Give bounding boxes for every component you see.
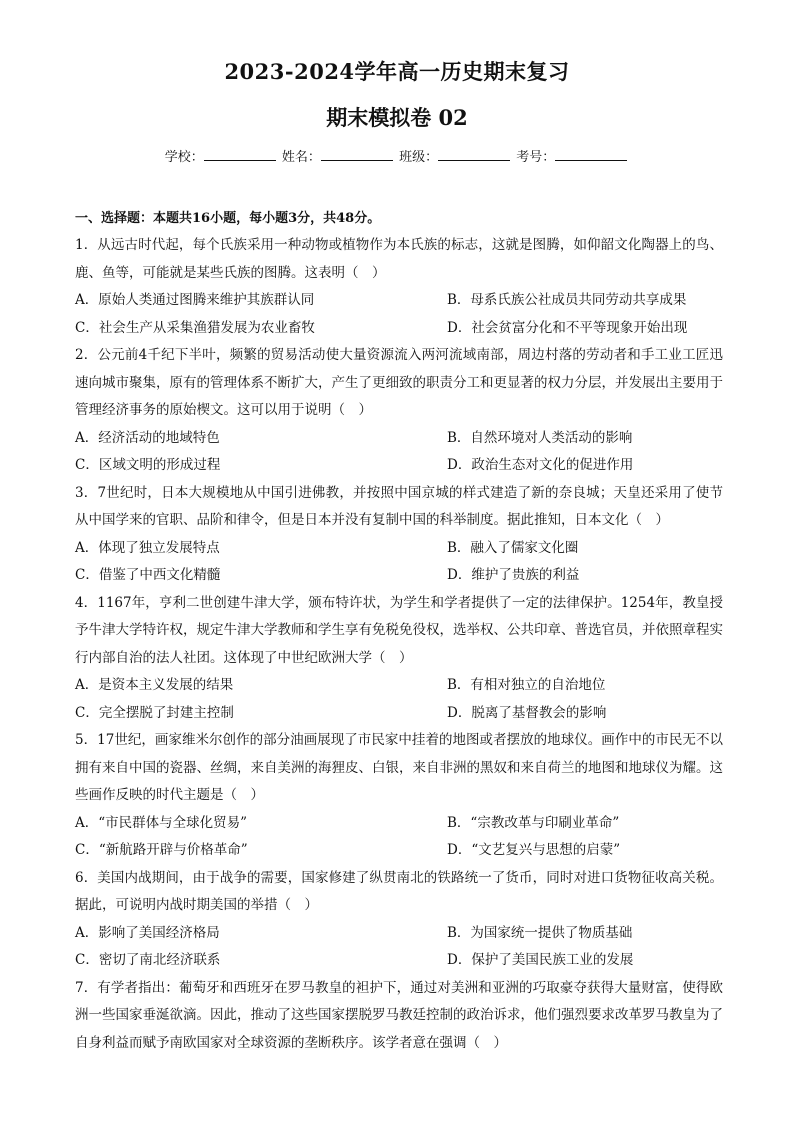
question-list bbox=[75, 209, 723, 1057]
question-stem: 6．美国内战期间，由于战争的需要，国家修建了纵贯南北的铁路统一了货币，同时对进口货物征收高关税。据此，可说明内战时期美国的举措（ ） bbox=[75, 869, 723, 913]
question-stem: 7．有学者指出：葡萄牙和西班牙在罗马教皇的袒护下，通过对美洲和亚洲的巧取豪夺获得大量财富，使得欧洲一些国家垂涎欲滴。因此，推动了这些国家摆脱罗马教廷控制的政治诉求，他们强烈要求改革罗马教皇为了自身利益而赋予南欧国家对全球资源的垄断秩序。该学者意在强调（ ） bbox=[75, 979, 723, 1051]
page-title: 2023-2024学年高一历史期末复习 bbox=[224, 59, 570, 84]
question-5 bbox=[75, 727, 723, 865]
question-stem: 3．7世纪时，日本大规模地从中国引进佛教，并按照中国京城的样式建造了新的奈良城；天皇还采用了使节从中国学来的官职、品阶和律令，但是日本并没有复制中国的科举制度。据此推知，日本文化（ ） bbox=[75, 484, 723, 528]
option-c[interactable]: C．社会生产从采集渔猎发展为农业畜牧 bbox=[75, 319, 315, 336]
student-info-row bbox=[0, 146, 794, 165]
school-label: 学校： bbox=[164, 150, 204, 165]
exam-number-label: 考号： bbox=[516, 150, 556, 165]
option-a[interactable]: A．原始人类通过图腾来维护其族群认同 bbox=[75, 292, 315, 308]
question-7 bbox=[75, 975, 723, 1058]
option-c[interactable]: C．完全摆脱了封建主控制 bbox=[75, 704, 234, 721]
question-stem: 4．1167年，亨利二世创建牛津大学，颁布特许状，为学生和学者提供了一定的法律保护。1254年，教皇授予牛津大学特许权，规定牛津大学教师和学生享有免税免役权，选举权、公共印章、普选官员，并依照章程实行内部自治的法人社团。这体现了中世纪欧洲大学（ ） bbox=[75, 594, 723, 666]
name-blank[interactable] bbox=[321, 148, 393, 161]
question-2 bbox=[75, 342, 723, 480]
option-c[interactable]: C．密切了南北经济联系 bbox=[75, 952, 221, 968]
class-blank[interactable] bbox=[438, 148, 510, 161]
exam-number-blank[interactable] bbox=[555, 148, 627, 161]
exam-subtitle: 期末模拟卷 02 bbox=[326, 105, 468, 130]
question-stem: 5．17世纪，画家维米尔创作的部分油画展现了市民家中挂着的地图或者摆放的地球仪。画作中的市民无不以拥有来自中国的瓷器、丝绸，来自美洲的海狸皮、白银，来自非洲的黑奴和来自荷兰的地图和地球仪为耀。这些画作反映的时代主题是（ ） bbox=[75, 732, 723, 803]
option-d[interactable]: D．保护了美国民族工业的发展 bbox=[447, 952, 634, 968]
question-6 bbox=[75, 865, 723, 975]
option-b[interactable]: B．为国家统一提供了物质基础 bbox=[447, 924, 633, 941]
option-b[interactable]: B．“宗教改革与印刷业革命” bbox=[447, 814, 620, 831]
question-stem: 1．从远古时代起，每个氏族采用一种动物或植物作为本氏族的标志，这就是图腾，如仰韶文化陶器上的鸟、鹿、鱼等，可能就是某些氏族的图腾。这表明（ ） bbox=[75, 237, 723, 281]
class-label: 班级： bbox=[399, 150, 439, 165]
question-1 bbox=[75, 232, 723, 342]
question-stem: 2．公元前4千纪下半叶，频繁的贸易活动使大量资源流入两河流域南部，周边村落的劳动者和手工业工匠迅速向城市聚集，原有的管理体系不断扩大，产生了更细致的职责分工和更显著的权力分层，并发展出主要用于管理经济事务的原始楔文。这可以用于说明（ ） bbox=[75, 347, 723, 418]
option-b[interactable]: B．母系氏族公社成员共同劳动共享成果 bbox=[447, 292, 687, 308]
option-c[interactable]: C．区域文明的形成过程 bbox=[75, 457, 221, 473]
option-b[interactable]: B．融入了儒家文化圈 bbox=[447, 539, 579, 556]
section-heading: 一、选择题：本题共16小题，每小题3分，共48分。 bbox=[75, 211, 381, 226]
option-c[interactable]: C．借鉴了中西文化精髓 bbox=[75, 567, 221, 583]
option-d[interactable]: D．维护了贵族的利益 bbox=[447, 567, 580, 583]
option-b[interactable]: B．有相对独立的自治地位 bbox=[447, 677, 606, 693]
option-a[interactable]: A．是资本主义发展的结果 bbox=[75, 677, 234, 693]
school-blank[interactable] bbox=[204, 148, 276, 161]
question-3 bbox=[75, 480, 723, 590]
option-a[interactable]: A．体现了独立发展特点 bbox=[75, 539, 220, 556]
option-b[interactable]: B．自然环境对人类活动的影响 bbox=[447, 429, 633, 446]
name-label: 姓名： bbox=[281, 150, 321, 165]
option-c[interactable]: C．“新航路开辟与价格革命” bbox=[75, 842, 248, 858]
option-a[interactable]: A．经济活动的地域特色 bbox=[75, 429, 220, 446]
option-d[interactable]: D．政治生态对文化的促进作用 bbox=[447, 457, 634, 473]
option-d[interactable]: D．脱离了基督教会的影响 bbox=[447, 704, 607, 721]
option-a[interactable]: A．“市民群体与全球化贸易” bbox=[75, 814, 248, 831]
question-4 bbox=[75, 590, 723, 728]
option-d[interactable]: D．社会贫富分化和不平等现象开始出现 bbox=[447, 319, 688, 336]
option-a[interactable]: A．影响了美国经济格局 bbox=[75, 924, 220, 941]
option-d[interactable]: D．“文艺复兴与思想的启蒙” bbox=[447, 842, 621, 858]
